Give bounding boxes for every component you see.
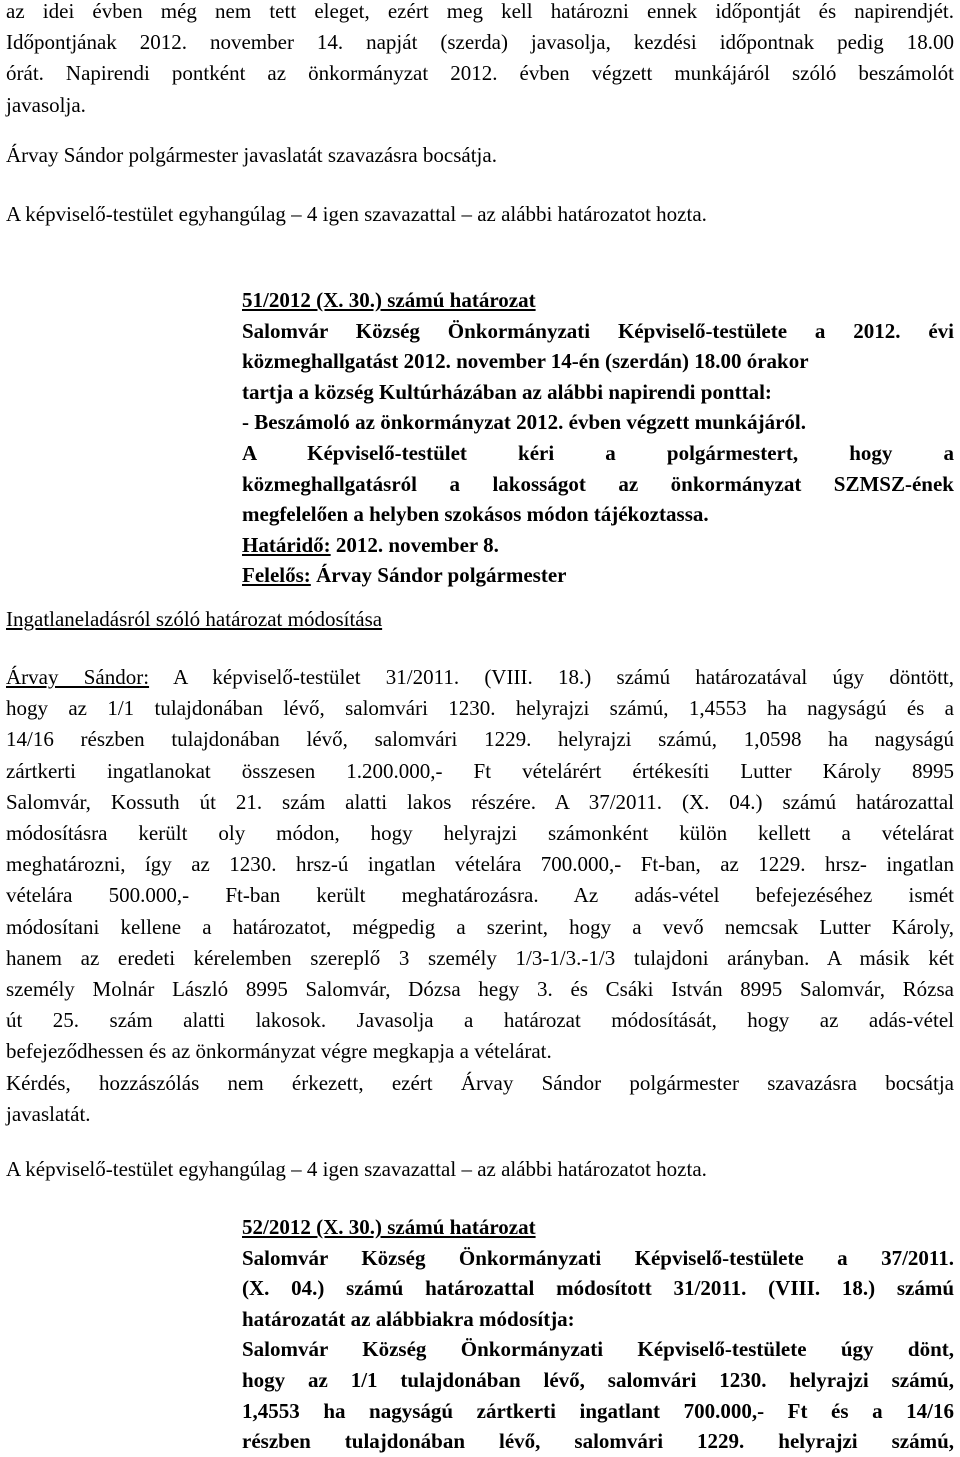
resolution-52-line: Salomvár Község Önkormányzati Képviselő-testülete a 37/2011. xyxy=(242,1245,954,1270)
speech-line: 14/16 részben tulajdonában lévő, salomvári 1229. helyrajzi számú, 1,0598 ha nagyságú xyxy=(6,727,954,752)
deadline-value: 2012. november 8. xyxy=(330,532,499,557)
resolution-51-line: tartja a község Kultúrházában az alábbi napirendi ponttal: xyxy=(242,379,772,404)
speech-line: út 25. szám alatti lakosok. Javasolja a határozat módosítását, hogy az adás-vétel xyxy=(6,1008,954,1033)
resolution-51-title: 51/2012 (X. 30.) számú határozat xyxy=(242,288,536,312)
resolution-52-line: határozatát az alábbiakra módosítja: xyxy=(242,1306,575,1331)
vote-result-text: A képviselő-testület egyhangúlag – 4 igen szavazattal – az alábbi határozatot hozta. xyxy=(6,1157,707,1181)
resolution-51-line: Salomvár Község Önkormányzati Képviselő-testülete a 2012. évi xyxy=(242,318,954,343)
vote-result-text: A képviselő-testület egyhangúlag – 4 igen szavazattal – az alábbi határozatot hozta. xyxy=(6,202,707,226)
resolution-51-deadline xyxy=(242,530,954,561)
question-line: javaslatát. xyxy=(6,1102,91,1127)
speech-line: Salomvár, Kossuth út 21. szám alatti lakos részére. A 37/2011. (X. 04.) számú határozattal xyxy=(6,789,954,814)
resolution-51-responsible xyxy=(242,560,954,591)
resolution-51-block xyxy=(242,285,954,591)
deadline-label: Határidő: xyxy=(242,532,331,557)
intro-line: az idei évben még nem tett eleget, ezért meg kell határozni ennek időpontját és napirendjét. xyxy=(6,0,954,23)
section-heading: Ingatlaneladásról szóló határozat módosítása xyxy=(6,607,383,631)
resolution-52-line: 1,4553 ha nagyságú zártkerti ingatlant 700.000,- Ft és a 14/16 xyxy=(242,1398,954,1423)
speech-line: meghatározni, így az 1230. hrsz-ú ingatlan vételára 700.000,- Ft-ban, az 1229. hrsz- ingatlan xyxy=(6,852,954,877)
speech-paragraph xyxy=(6,662,954,1068)
speech-line: befejeződhessen és az önkormányzat végre megkapja a vételárat. xyxy=(6,1039,552,1064)
resolution-51-line: megfelelően a helyben szokásos módon tájékoztassa. xyxy=(242,502,709,527)
responsible-value: Árvay Sándor polgármester xyxy=(310,563,567,588)
resolution-51-line: közmeghallgatásról a lakosságot az önkormányzat SZMSZ-ének xyxy=(242,471,954,496)
speech-line: hanem az eredeti kérelemben szereplő 3 személy 1/3-1/3.-1/3 tulajdoni arányban. A másik két xyxy=(6,945,954,970)
vote-call-text: Árvay Sándor polgármester javaslatát szavazásra bocsátja. xyxy=(6,143,497,167)
intro-line: Időpontjának 2012. november 14. napját (szerda) javasolja, kezdési időpontnak pedig 18.00 xyxy=(6,30,954,55)
resolution-52-line: részben tulajdonában lévő, salomvári 1229. helyrajzi számú, xyxy=(242,1429,954,1454)
resolution-52-line: (X. 04.) számú határozattal módosított 31/2011. (VIII. 18.) számú xyxy=(242,1276,954,1301)
resolution-52-line: Salomvár Község Önkormányzati Képviselő-testülete úgy dönt, xyxy=(242,1337,954,1362)
resolution-51-line: közmeghallgatást 2012. november 14-én (szerdán) 18.00 órakor xyxy=(242,349,809,374)
question-paragraph xyxy=(6,1068,954,1130)
question-line: Kérdés, hozzászólás nem érkezett, ezért Árvay Sándor polgármester szavazásra bocsátja xyxy=(6,1071,954,1095)
speech-first-line-rest: A képviselő-testület 31/2011. (VIII. 18.) számú határozatával úgy döntött, xyxy=(149,665,954,689)
resolution-51-line: A Képviselő-testület kéri a polgármestert, hogy a xyxy=(242,440,954,465)
resolution-52-block xyxy=(242,1212,954,1457)
resolution-52-title: 52/2012 (X. 30.) számú határozat xyxy=(242,1215,536,1239)
speaker-name: Árvay Sándor: xyxy=(6,665,150,689)
responsible-label: Felelős: xyxy=(242,563,311,588)
speech-line: zártkerti ingatlanokat összesen 1.200.000,- Ft vételárért értékesíti Lutter Károly 8995 xyxy=(6,758,954,783)
resolution-51-line: - Beszámoló az önkormányzat 2012. évben végzett munkájáról. xyxy=(242,410,807,435)
resolution-52-line: hogy az 1/1 tulajdonában lévő, salomvári 1230. helyrajzi számú, xyxy=(242,1367,954,1392)
intro-paragraph xyxy=(6,0,954,121)
speech-line xyxy=(6,662,954,693)
speech-line: személy Molnár László 8995 Salomvár, Dózsa hegy 3. és Csáki István 8995 Salomvár, Rózsa xyxy=(6,977,954,1002)
intro-line: órát. Napirendi pontként az önkormányzat 2012. évben végzett munkájáról szóló beszámolót xyxy=(6,61,954,86)
speech-line: vételára 500.000,- Ft-ban került meghatározásra. Az adás-vétel befejezéséhez ismét xyxy=(6,883,954,908)
intro-line: javasolja. xyxy=(6,92,86,117)
speech-line: módosítani kellene a határozatot, mégpedig a szerint, hogy a vevő nemcsak Lutter Károly, xyxy=(6,914,954,939)
speech-line: módosításra került oly módon, hogy helyrajzi számonként külön kellett a vételárat xyxy=(6,821,954,846)
speech-line: hogy az 1/1 tulajdonában lévő, salomvári 1230. helyrajzi számú, 1,4553 ha nagyságú és a xyxy=(6,696,954,721)
